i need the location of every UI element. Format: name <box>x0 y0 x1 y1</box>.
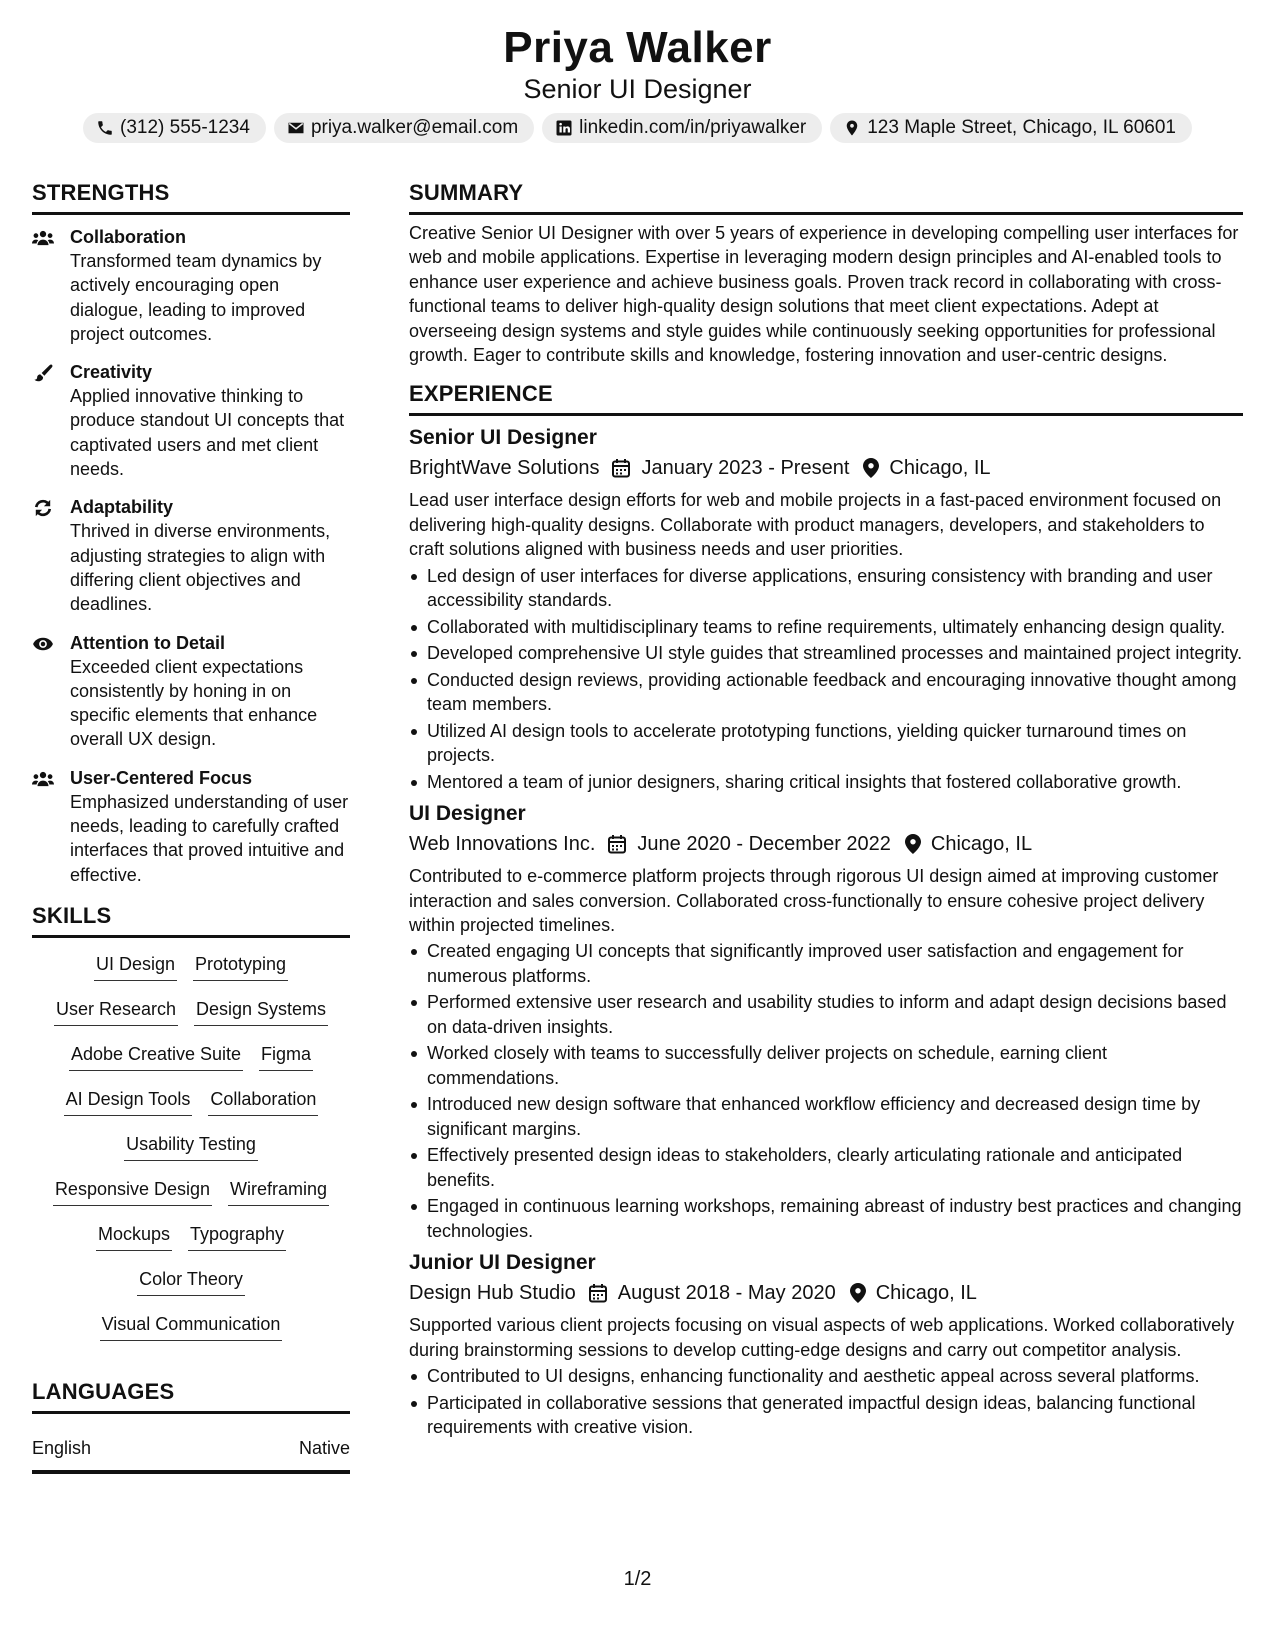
strength-item <box>32 495 350 616</box>
section-divider <box>32 935 350 938</box>
calendar-icon <box>588 1283 608 1303</box>
job-meta <box>409 830 1243 858</box>
languages-heading: LANGUAGES <box>32 1378 175 1404</box>
job-entry <box>409 1249 1243 1439</box>
skill-tag: Visual Communication <box>100 1312 283 1341</box>
strength-description: Thrived in diverse environments, adjusting strategies to align with differing client objectives and deadlines. <box>70 521 331 615</box>
contact-linkedin[interactable] <box>542 113 822 143</box>
job-bullet: Introduced new design software that enhanced workflow efficiency and decreased design time by significant margins. <box>409 1092 1243 1141</box>
skill-tag: Adobe Creative Suite <box>69 1042 243 1071</box>
users-icon <box>32 229 70 247</box>
job-description: Supported various client projects focusing on visual aspects of web applications. Worked collaboratively during brainstorming sessions to develop cutting-edge designs and carry out competitor analysis. <box>409 1315 1235 1360</box>
job-location: Chicago, IL <box>930 833 1033 856</box>
strength-item <box>32 360 350 481</box>
contact-phone-text: (312) 555-1234 <box>120 117 250 138</box>
job-description: Contributed to e-commerce platform projects through rigorous UI design aimed at improving customer interaction and sales conversion. Collaborated cross-functionally to ensure cohesive project delivery within projected timelines. <box>409 866 1219 936</box>
contact-address <box>830 113 1192 143</box>
strength-item <box>32 631 350 752</box>
eye-icon <box>32 635 70 653</box>
section-divider <box>32 212 350 215</box>
job-dates: June 2020 - December 2022 <box>637 833 891 856</box>
skill-tag: Prototyping <box>193 952 288 981</box>
envelope-icon <box>287 119 305 137</box>
contact-linkedin-text: linkedin.com/in/priyawalker <box>579 117 807 138</box>
strengths-section <box>32 178 350 887</box>
phone-icon <box>96 119 114 137</box>
map-pin-icon <box>905 834 921 854</box>
job-bullets <box>409 564 1243 795</box>
section-divider <box>32 1411 350 1414</box>
strength-title: Collaboration <box>70 227 186 247</box>
calendar-icon <box>607 834 627 854</box>
language-level: Native <box>298 1437 350 1458</box>
job-meta <box>409 1279 1243 1307</box>
skill-tag: Color Theory <box>137 1267 245 1296</box>
job-dates: January 2023 - Present <box>641 457 850 480</box>
job-bullet: Worked closely with teams to successfully deliver projects on schedule, earning client commendations. <box>409 1041 1243 1090</box>
job-bullet: Participated in collaborative sessions that generated impactful design ideas, balancing functional requirements with creative vision. <box>409 1391 1243 1440</box>
skill-tag: Usability Testing <box>124 1132 258 1161</box>
page-number: 1/2 <box>623 1568 652 1590</box>
job-bullet: Contributed to UI designs, enhancing functionality and aesthetic appeal across several platforms. <box>409 1364 1243 1388</box>
strength-description: Applied innovative thinking to produce standout UI concepts that captivated users and met client needs. <box>70 386 345 480</box>
candidate-name: Priya Walker <box>503 23 772 72</box>
job-bullet: Collaborated with multidisciplinary teams to refine requirements, ultimately enhancing design quality. <box>409 615 1243 639</box>
section-divider <box>409 212 1243 215</box>
sync-icon <box>32 499 70 517</box>
skill-tag: Mockups <box>96 1222 172 1251</box>
job-bullet: Utilized AI design tools to accelerate prototyping functions, yielding quicker turnaround times on projects. <box>409 719 1243 768</box>
job-bullet: Conducted design reviews, providing actionable feedback and encouraging innovative thought among team members. <box>409 668 1243 717</box>
job-bullet: Created engaging UI concepts that significantly improved user satisfaction and engagement for numerous platforms. <box>409 939 1243 988</box>
skills-section <box>32 901 350 1357</box>
job-entry <box>409 424 1243 794</box>
job-entry <box>409 800 1243 1243</box>
contact-bar <box>0 113 1275 143</box>
job-description: Lead user interface design efforts for web and mobile projects in a fast-paced environment focused on delivering high-quality designs. Collaborate with product managers, developers, and stakeholders to craft solutions aligned with business needs and user priorities. <box>409 490 1222 560</box>
users-icon <box>32 770 70 788</box>
company-name: Design Hub Studio <box>409 1282 576 1305</box>
summary-text: Creative Senior UI Designer with over 5 years of experience in developing compelling user interfaces for web and mobile applications. Expertise in leveraging modern design principles and AI-enabled tools to enhance user experience and achieve business goals. Proven track record in collaborating with cross-functional teams to deliver high-quality design solutions that meet client expectations. Adept at overseeing design systems and style guides while continuously seeking opportunities for professional growth. Eager to contribute skills and knowledge, fostering innovation and user-centric designs. <box>409 223 1239 366</box>
job-bullet: Effectively presented design ideas to stakeholders, clearly articulating rationale and anticipated benefits. <box>409 1143 1243 1192</box>
map-pin-icon <box>843 119 861 137</box>
summary-section <box>409 178 1243 367</box>
job-meta <box>409 454 1243 482</box>
skill-tag: Typography <box>188 1222 286 1251</box>
map-pin-icon <box>850 1283 866 1303</box>
languages-section <box>32 1377 350 1474</box>
linkedin-icon <box>555 119 573 137</box>
job-title: Junior UI Designer <box>409 1251 596 1275</box>
job-title: Senior UI Designer <box>409 426 597 450</box>
job-bullet: Led design of user interfaces for diverse applications, ensuring consistency with branding and user accessibility standards. <box>409 564 1243 613</box>
left-column <box>32 178 350 1474</box>
strength-description: Exceeded client expectations consistently by honing in on specific elements that enhance overall UX design. <box>70 656 318 750</box>
skill-tag: AI Design Tools <box>64 1087 193 1116</box>
strength-item <box>32 766 350 887</box>
right-column <box>409 178 1243 1442</box>
job-bullet: Performed extensive user research and usability studies to inform and adapt design decisions based on data-driven insights. <box>409 990 1243 1039</box>
skill-tag: User Research <box>54 997 178 1026</box>
job-bullet: Mentored a team of junior designers, sharing critical insights that fostered collaborative growth. <box>409 770 1243 794</box>
section-divider <box>409 413 1243 416</box>
strength-description: Transformed team dynamics by actively encouraging open dialogue, leading to improved project outcomes. <box>70 251 322 344</box>
language-name: English <box>32 1437 92 1458</box>
summary-heading: SUMMARY <box>409 180 524 205</box>
contact-address-text: 123 Maple Street, Chicago, IL 60601 <box>867 117 1176 138</box>
contact-email[interactable] <box>274 113 534 143</box>
job-title: UI Designer <box>409 802 526 826</box>
job-bullets <box>409 1364 1243 1439</box>
skill-tag: Design Systems <box>194 997 328 1026</box>
job-location: Chicago, IL <box>889 457 991 480</box>
skills-heading: SKILLS <box>32 902 112 928</box>
job-bullet: Engaged in continuous learning workshops, remaining abreast of industry best practices and changing technologies. <box>409 1194 1243 1243</box>
strength-item <box>32 225 350 346</box>
candidate-role: Senior UI Designer <box>523 74 752 104</box>
map-pin-icon <box>863 458 879 478</box>
company-name: BrightWave Solutions <box>409 457 600 480</box>
skill-tag: Collaboration <box>208 1087 318 1116</box>
paintbrush-icon <box>32 364 70 382</box>
strengths-heading: STRENGTHS <box>32 180 170 205</box>
strength-title: Attention to Detail <box>70 632 225 653</box>
strength-description: Emphasized understanding of user needs, leading to carefully crafted interfaces that proved intuitive and effective. <box>70 791 349 885</box>
contact-phone[interactable] <box>83 113 266 143</box>
company-name: Web Innovations Inc. <box>409 833 596 856</box>
job-dates: August 2018 - May 2020 <box>617 1282 836 1305</box>
strength-title: Adaptability <box>70 497 174 518</box>
job-bullet: Developed comprehensive UI style guides that streamlined processes and maintained project integrity. <box>409 641 1243 665</box>
language-row <box>32 1436 350 1460</box>
strength-title: Creativity <box>70 362 153 383</box>
language-level-bar <box>32 1470 350 1474</box>
skill-tag: Responsive Design <box>53 1177 212 1206</box>
calendar-icon <box>611 458 631 478</box>
experience-heading: EXPERIENCE <box>409 381 553 407</box>
skill-tag: UI Design <box>94 952 177 981</box>
skill-tag: Wireframing <box>228 1177 329 1206</box>
job-bullets <box>409 939 1243 1243</box>
skill-tag: Figma <box>259 1042 313 1071</box>
experience-section <box>409 379 1243 1439</box>
job-location: Chicago, IL <box>875 1282 977 1305</box>
contact-email-text: priya.walker@email.com <box>310 117 519 138</box>
strength-title: User-Centered Focus <box>70 767 253 788</box>
